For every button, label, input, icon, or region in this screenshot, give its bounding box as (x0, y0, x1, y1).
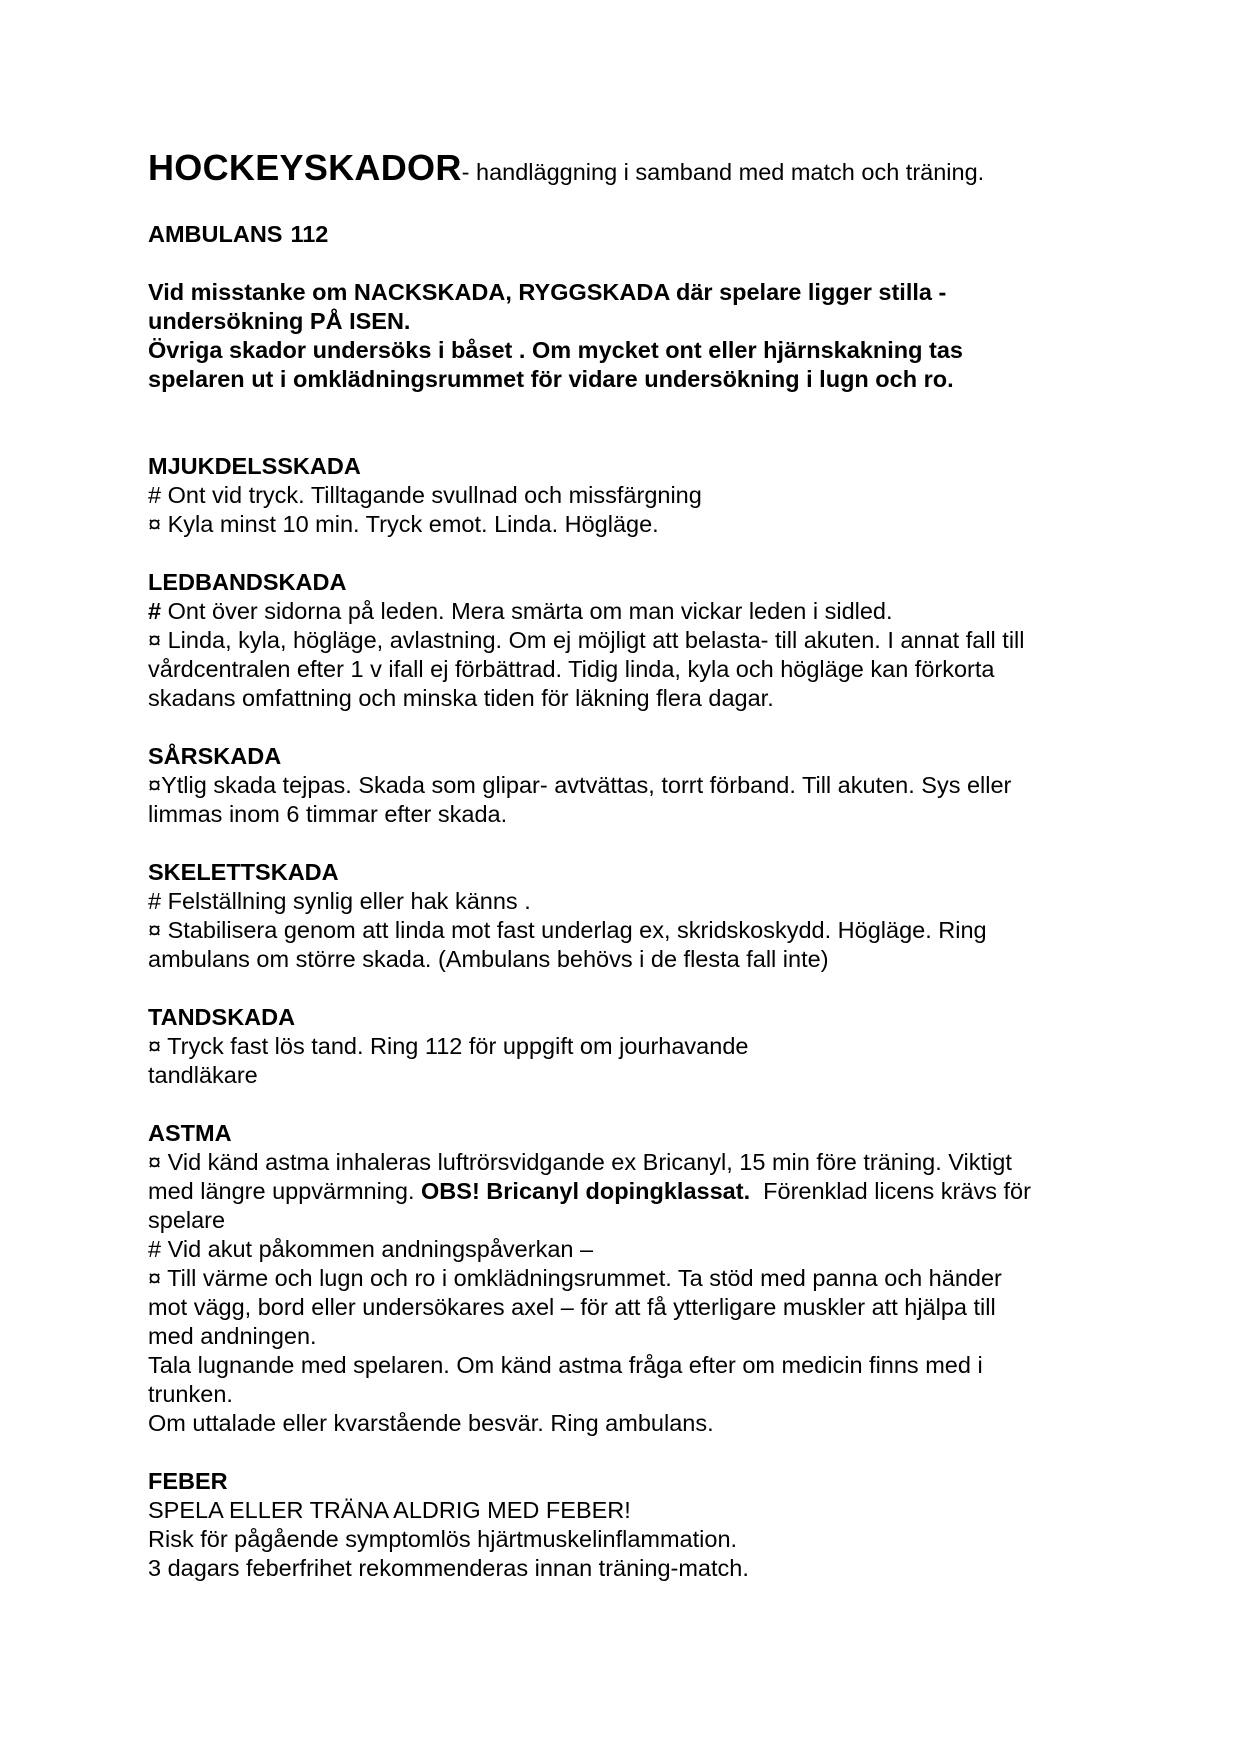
section-heading: SKELETTSKADA (148, 859, 339, 885)
section-line: ¤ Linda, kyla, högläge, avlastning. Om ej möjligt att belasta- till akuten. I annat fall till (148, 627, 1025, 653)
section-line: Tala lugnande med spelaren. Om känd astma fråga efter om medicin finns med i (148, 1352, 983, 1378)
section-heading: ASTMA (148, 1120, 232, 1146)
section-line: skadans omfattning och minska tiden för läkning flera dagar. (148, 685, 774, 711)
section-ledbandskada (148, 568, 1108, 713)
section-line-text: med längre uppvärmning. (148, 1178, 422, 1204)
section-line: ambulans om större skada. (Ambulans behövs i de flesta fall inte) (148, 946, 829, 972)
section-skelettskada (148, 858, 1108, 974)
section-line: Risk för pågående symptomlös hjärtmuskelinflammation. (148, 1526, 738, 1552)
title-subtitle: - handläggning i samband med match och träning. (461, 159, 985, 185)
section-sarskada (148, 742, 1108, 829)
ambulance-label: AMBULANS (148, 221, 283, 247)
section-line: # Ont vid tryck. Tilltagande svullnad och missfärgning (148, 482, 702, 508)
doping-warning: OBS! Bricanyl dopingklassat. (421, 1178, 751, 1204)
section-line: ¤ Till värme och lugn och ro i omklädningsrummet. Ta stöd med panna och händer (148, 1265, 1002, 1291)
warning-line: Övriga skador undersöks i båset . Om mycket ont eller hjärnskakning tas (148, 337, 963, 363)
warning-paragraph (148, 278, 1108, 394)
section-line-text: Ont över sidorna på leden. Mera smärta om man vickar leden i sidled. (161, 598, 893, 624)
section-line: # Vid akut påkommen andningspåverkan – (148, 1236, 594, 1262)
section-line: ¤Ytlig skada tejpas. Skada som glipar- avtvättas, torrt förband. Till akuten. Sys eller (148, 772, 1012, 798)
warning-line: Vid misstanke om NACKSKADA, RYGGSKADA där spelare ligger stilla - (148, 279, 947, 305)
section-line (148, 597, 1108, 626)
document-body (148, 144, 1108, 1583)
section-line: med andningen. (148, 1323, 317, 1349)
symptom-mark: # (148, 598, 162, 624)
document-title (148, 144, 1108, 196)
section-line: # Felställning synlig eller hak känns . (148, 888, 531, 914)
section-line: spelare (148, 1207, 226, 1233)
ambulance-number: 112 (290, 221, 329, 247)
section-line: mot vägg, bord eller undersökares axel – för att få ytterligare muskler att hjälpa till (148, 1294, 996, 1320)
section-heading: FEBER (148, 1468, 228, 1494)
ambulance-line (148, 220, 1108, 249)
section-line: trunken. (148, 1381, 233, 1407)
section-line: SPELA ELLER TRÄNA ALDRIG MED FEBER! (148, 1497, 631, 1523)
section-line: vårdcentralen efter 1 v ifall ej förbättrad. Tidig linda, kyla och högläge kan förkorta (148, 656, 995, 682)
section-line: limmas inom 6 timmar efter skada. (148, 801, 508, 827)
section-line: Om uttalade eller kvarstående besvär. Ring ambulans. (148, 1410, 714, 1436)
section-line: ¤ Stabilisera genom att linda mot fast underlag ex, skridskoskydd. Högläge. Ring (148, 917, 987, 943)
section-mjukdelsskada (148, 452, 1108, 539)
section-feber (148, 1467, 1108, 1583)
warning-line: spelaren ut i omklädningsrummet för vidare undersökning i lugn och ro. (148, 366, 954, 392)
section-line: ¤ Tryck fast lös tand. Ring 112 för uppgift om jourhavande (148, 1033, 749, 1059)
section-astma (148, 1119, 1108, 1438)
section-heading: SÅRSKADA (148, 743, 282, 769)
section-line: ¤ Kyla minst 10 min. Tryck emot. Linda. Högläge. (148, 511, 659, 537)
section-heading: LEDBANDSKADA (148, 569, 347, 595)
section-line: 3 dagars feberfrihet rekommenderas innan träning-match. (148, 1555, 749, 1581)
section-heading: MJUKDELSSKADA (148, 453, 361, 479)
section-line-text: Förenklad licens krävs för (750, 1178, 1031, 1204)
title-main: HOCKEYSKADOR (148, 147, 462, 188)
section-line: tandläkare (148, 1062, 258, 1088)
section-line: ¤ Vid känd astma inhaleras luftrörsvidgande ex Bricanyl, 15 min före träning. Viktigt (148, 1149, 1012, 1175)
section-line (148, 1177, 1108, 1206)
section-tandskada (148, 1003, 1108, 1090)
section-heading: TANDSKADA (148, 1004, 296, 1030)
warning-line: undersökning PÅ ISEN. (148, 308, 411, 334)
